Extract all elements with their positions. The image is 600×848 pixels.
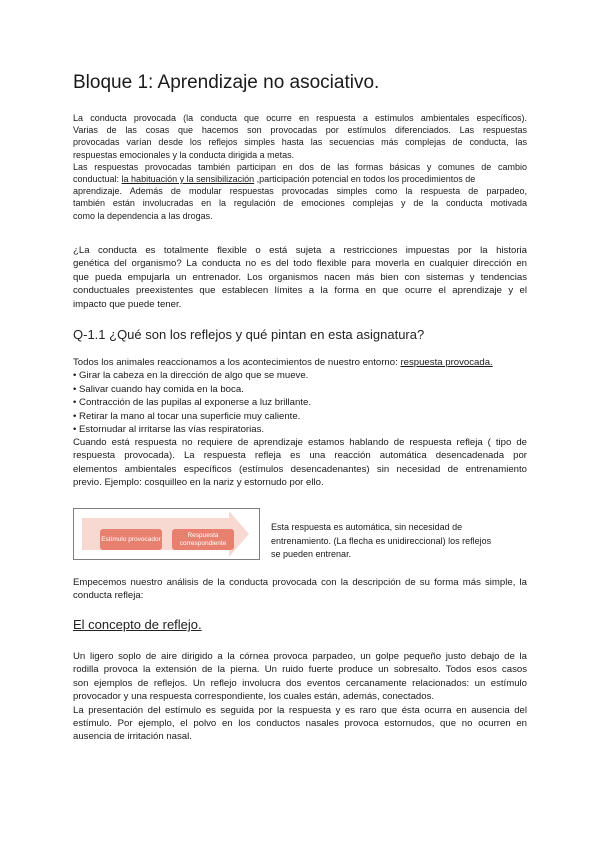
text-line: conducta refleja: <box>73 590 144 602</box>
text-line: provocador y una respuesta correspondiente, los cuales están, además, conectados. <box>73 691 435 703</box>
text-line: respuesta provocada). La respuesta refleja es una reacción automática desencadenada por <box>73 450 527 462</box>
text-line: elementos ambientales específicos (estímulos desencadenantes) sin necesidad de entrenamiento <box>73 463 527 475</box>
list-item: • Salivar cuando hay comida en la boca. <box>73 383 244 395</box>
underlined-term: la habituación y la sensibilización <box>121 174 255 185</box>
text-line: son ejemplos de reflejos. Un reflejo involucra dos eventos cercanamente relacionados: un estímulo <box>73 677 527 689</box>
section-heading-q1: Q-1.1 ¿Qué son los reflejos y qué pintan en esta asignatura? <box>73 327 425 342</box>
text-line: Varias de las cosas que hacemos son provocadas por estímulos diferenciados. Las respuestas <box>73 125 527 136</box>
text-line: Empecemos nuestro análisis de la conducta provocada con la descripción de su forma más simple, la <box>73 577 527 588</box>
q1-after-paragraph <box>73 436 527 490</box>
text-line: impacto que puede tener. <box>73 298 182 310</box>
text-line <box>73 173 527 185</box>
text-line: Un ligero soplo de aire dirigido a la córnea provoca parpadeo, un golpe pequeño justo debajo de la <box>73 651 527 662</box>
text-line: La conducta provocada (la conducta que ocurre en respuesta a estímulos ambientales específicos). <box>73 113 527 123</box>
text-fragment: Todos los animales reaccionamos a los acontecimientos de nuestro entorno: <box>73 357 401 368</box>
text-line: Las respuestas provocadas también participan en dos de las formas básicas y comunes de cambio <box>73 161 527 172</box>
transition-paragraph <box>73 576 527 603</box>
text-line: genética del organismo? La conducta no es del todo flexible para moverla en cualquier dirección en <box>73 258 527 270</box>
text-line: previo. Ejemplo: cosquilleo en la nariz y estornudo por ello. <box>73 477 324 489</box>
text-line <box>73 356 527 369</box>
stimulus-box: Estímulo provocador <box>100 529 162 550</box>
text-line: respuestas emocionales y la conducta dirigida a metas. <box>73 149 295 160</box>
list-item: • Girar la cabeza en la dirección de algo que se mueve. <box>73 370 309 382</box>
text-line: Cuando está respuesta no requiere de aprendizaje estamos hablando de respuesta refleja ( tipo de <box>73 437 527 448</box>
text-fragment: ,participación potencial en todos los procedimientos de <box>254 174 476 185</box>
underlined-term: respuesta provocada. <box>400 357 493 368</box>
text-line: ¿La conducta es totalmente flexible o está sujeta a restricciones impuestas por la historia <box>73 245 527 256</box>
page-title: Bloque 1: Aprendizaje no asociativo. <box>73 72 380 93</box>
text-line: ausencia de irritación nasal. <box>73 731 192 743</box>
question-paragraph <box>73 244 527 311</box>
list-item: • Estornudar al irritarse las vías respiratorias. <box>73 424 265 436</box>
list-item: • Contracción de las pupilas al exponerse a luz brillante. <box>73 397 312 409</box>
text-line: se pueden entrenar. <box>271 549 352 560</box>
text-line: provocadas varían desde los reflejos simples hasta las secuencias más complejas de conducta, las <box>73 137 527 148</box>
text-line: Esta respuesta es automática, sin necesidad de <box>271 522 463 532</box>
intro-paragraph <box>73 112 527 222</box>
text-line: entrenamiento. (La flecha es unidireccional) los reflejos <box>271 535 492 546</box>
reflex-diagram <box>73 508 260 560</box>
text-line: rodilla provoca la extensión de la pierna. Un ruido fuerte produce un sobresalto. Todos esos casos <box>73 664 527 676</box>
concept-paragraph <box>73 650 527 744</box>
list-item: • Retirar la mano al tocar una superficie muy caliente. <box>73 410 301 422</box>
section-heading-concept: El concepto de reflejo. <box>73 617 202 632</box>
text-line: La presentación del estímulo es seguida por la respuesta y es raro que ésta ocurra en ausencia del <box>73 704 527 716</box>
text-line: como la dependencia a las drogas. <box>73 210 213 221</box>
text-line: aprendizaje. Además de modular respuestas provocadas simples como la respuesta de parpadeo, <box>73 186 527 197</box>
diagram-caption <box>271 521 527 562</box>
text-fragment: conductual: <box>73 174 122 185</box>
q1-body <box>73 356 527 436</box>
response-box: Respuesta correspondiente <box>172 529 234 550</box>
text-line: que pueda empujarla un entrenador. Los organismos nacen más bien con sistemas y tendencias <box>73 271 527 283</box>
text-line: también están involucradas en la regulación de emociones complejas y de la conducta motivada <box>73 198 527 209</box>
text-line: estímulo. Por ejemplo, el polvo en los conductos nasales provoca estornudos, que no ocurren en <box>73 718 527 730</box>
text-line: conductuales preexistentes que establecen límites a la forma en que ocurre el aprendizaje y el <box>73 285 527 297</box>
